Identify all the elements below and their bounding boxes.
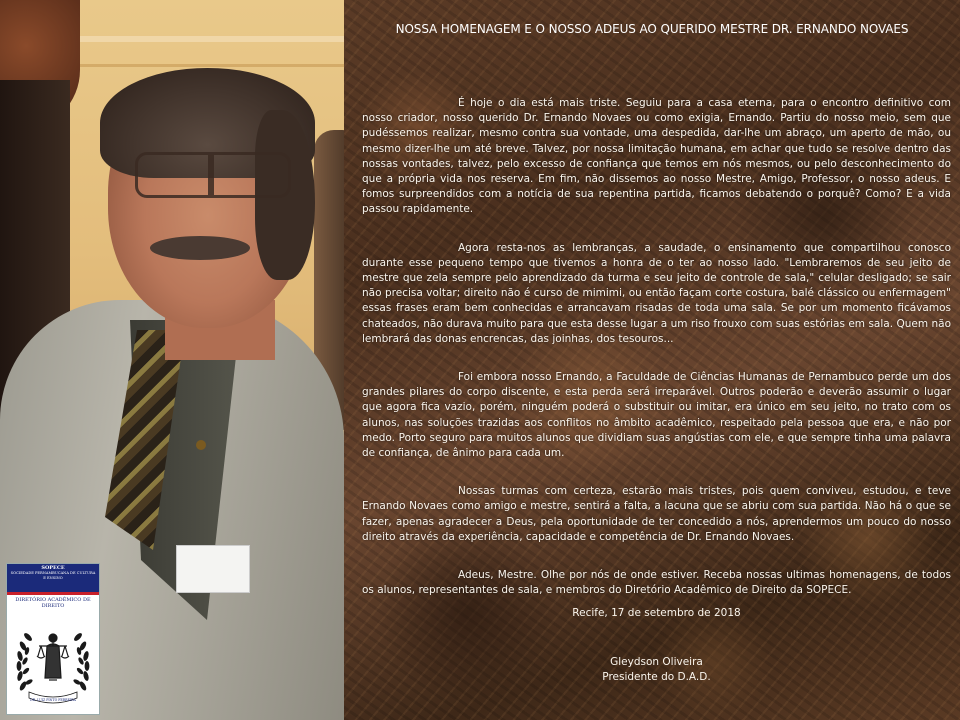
glasses (135, 152, 291, 198)
wall-molding-line (58, 64, 344, 67)
mustache (150, 236, 250, 260)
logo-header (7, 564, 99, 592)
logo-line-1: DIRETÓRIO ACADÊMICO DE (15, 597, 91, 603)
logo-org-sub-1: SOCIEDADE PERNAMBUCANA DE CULTURA (10, 571, 96, 575)
page-title: NOSSA HOMENAGEM E O NOSSO ADEUS AO QUERIDO MESTRE DR. ERNANDO NOVAES (395, 22, 909, 36)
wall-molding (58, 36, 344, 42)
dad-logo (6, 563, 100, 715)
paragraph-1: É hoje o dia está mais triste. Seguiu para a casa eterna, para o encontro definitivo com nosso criador, nosso querido Dr. Ernando Novaes ou como exigia, Ernando. Partiu do nosso meio, sem que pudéssemos realizar, mesmo contra sua vontade, uma despedida, dar-lhe um abraço, um aperto de mão, ou mesmo dizer-lhe um até breve. Talvez, por nossa limitação humana, em achar que tudo se resolve dentro das nossas vontades, talvez, pelo excesso de confiança que temos em nós mesmos, ou pelo desconhecimento do que a própria vida nos reserva. Em fim, não dissemos ao nosso Mestre, Amigo, Professor, o nosso adeus. E fomos surpreendidos com a notícia de sua repentina partida, ficamos debatendo o porquê? Como? E a vida passou rapidamente. (362, 97, 951, 216)
tribute-body (362, 96, 951, 621)
logo-line-2: DIREITO (41, 603, 65, 609)
logo-title-block (7, 595, 99, 609)
logo-org-name: SOPECE (41, 565, 65, 571)
laurel-justice-icon (11, 616, 95, 710)
signature-name: Gleydson Oliveira (610, 656, 703, 668)
paragraph-3: Foi embora nosso Ernando, a Faculdade de Ciências Humanas de Pernambuco perde um dos grandes pilares do corpo discente, e esta perda será irreparável. Outros poderão e deverão assumir o lugar que agora fica vazio, porém, ninguém poderá o substituir ou imitar, era único em seu jeito, no trato com os alunos, nas soluções trazidas aos conflitos no âmbito acadêmico, respeitado pela pessoa que era, e não por medo. Porto seguro para muitos alunos que dividiam suas angústias com ele, e que sempre tinha uma palavra de confiança, de ânimo para cada um. (362, 371, 951, 460)
name-badge (176, 545, 250, 593)
paragraph-4: Nossas turmas com certeza, estarão mais tristes, pois quem conviveu, estudou, e teve Ernando Novaes como amigo e mestre, sentirá a falta, a lacuna que se abriu com sua partida. Não há o que se fazer, apenas agradecer a Deus, pela oportunidade de ter concedido a nós, aprendermos um pouco do nosso direito através da experiência, capacidade e competência de Dr. Ernando Novaes. (362, 485, 951, 543)
paragraph-5: Adeus, Mestre. Olhe por nós de onde estiver. Receba nossas ultimas homenagens, de todos os alunos, representantes de sala, e membros do Diretório Acadêmico de Direito da SOPECE. (362, 569, 951, 597)
paragraph-2: Agora resta-nos as lembranças, a saudade, o ensinamento que compartilhou conosco durante esse pequeno tempo que tivemos a honra de o ter ao nosso lado. "Lembraremos de seu jeito de mestre que zela sempre pelo aprendizado da turma e seu jeito de controle de sala," celular desligado; se sair não precisa voltar; direito não é curso de mimimi, ou então façam corte costura, balé clássico ou enfermagem" essas frases eram bem conhecidas e arrancavam risadas de toda uma sala. Se por um momento ficávamos chateados, não durava muito para que esta desse lugar a um riso frouxo com suas estórias em sala. Quem não lembrará das donas encrencas, das joinhas, dos tesouros... (362, 241, 951, 345)
logo-ribbon-text: DR. LUIZ PINTO FERREIRA (30, 698, 76, 702)
date-line: Recife, 17 de setembro de 2018 (572, 607, 741, 619)
tribute-panel (344, 0, 960, 720)
lapel-pin (196, 440, 206, 450)
logo-org-sub-2: E ENSINO (43, 575, 63, 580)
signature-role: Presidente do D.A.D. (602, 671, 711, 683)
